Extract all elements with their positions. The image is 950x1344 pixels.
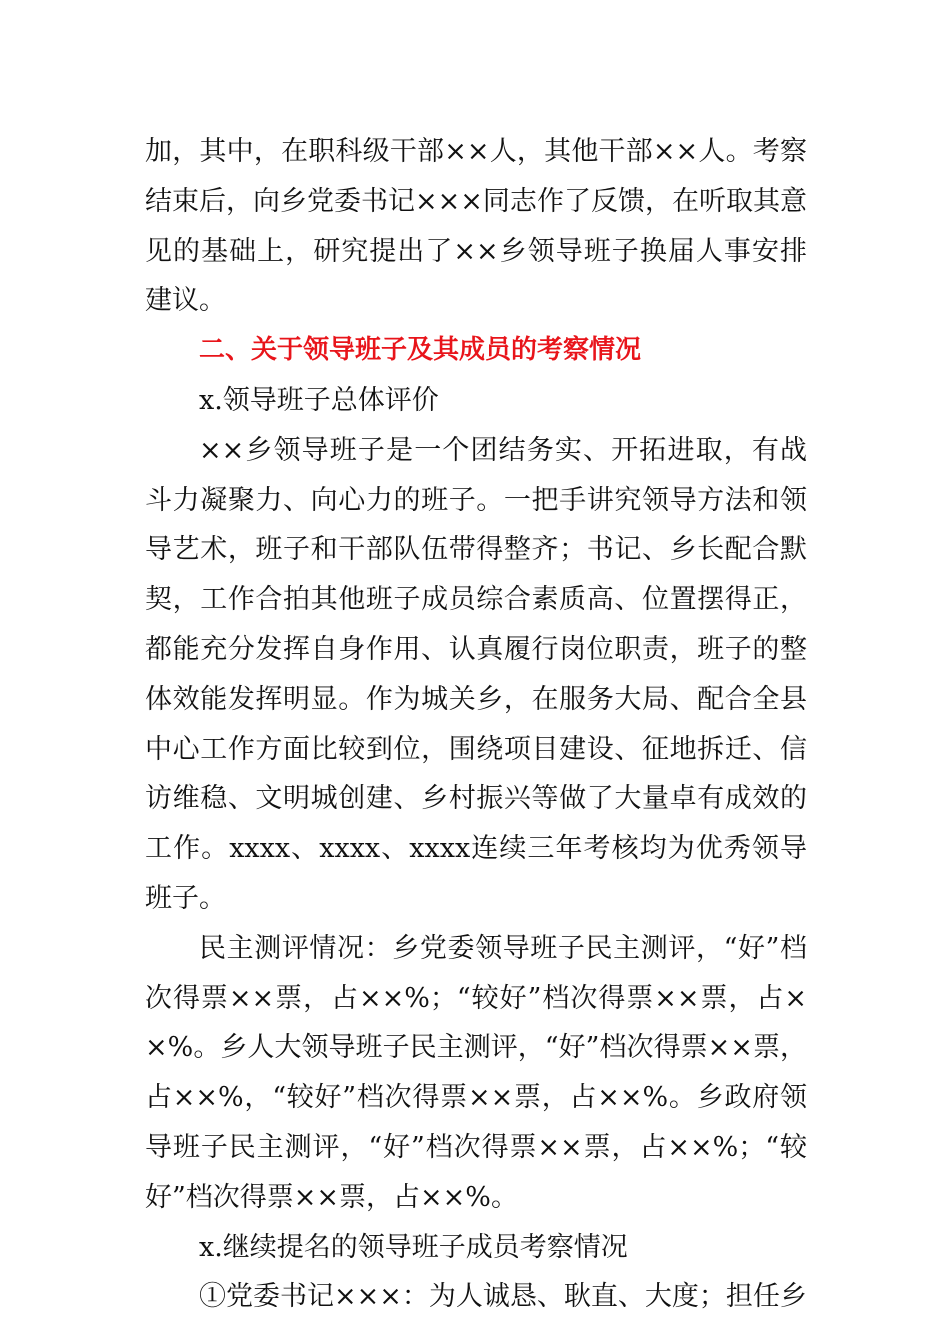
- document-body: [145, 127, 807, 1322]
- section-heading: 二、关于领导班子及其成员的考察情况: [199, 335, 642, 366]
- paragraph-overall-evaluation: ××乡领导班子是一个团结务实、开拓进取，有战斗力凝聚力、向心力的班子。一把手讲究领导方法和领导艺术，班子和干部队伍带得整齐；书记、乡长配合默契，工作合拍其他班子成员综合素质高、位置摆得正，都能充分发挥自身作用、认真履行岗位职责，班子的整体效能发挥明显。作为城关乡，在服务大局、配合全县中心工作方面比较到位，围绕项目建设、征地拆迁、信访维稳、文明城创建、乡村振兴等做了大量卓有成效的工作。xxxx、xxxx、xxxx连续三年考核均为优秀领导班子。: [145, 434, 807, 914]
- paragraph-party-secretary: ①党委书记×××：为人诚恳、耿直、大度；担任乡: [199, 1281, 807, 1313]
- paragraph-democratic-evaluation: 民主测评情况：乡党委领导班子民主测评，“好”档次得票××票，占××%；“较好”档次得票××票，占××%。乡人大领导班子民主测评，“好”档次得票××票，占××%，“较好”档次得票××票，占××%。乡政府领导班子民主测评，“好”档次得票××票，占××%；“较好”档次得票××票，占××%。: [145, 932, 807, 1213]
- subsection-title-overall-evaluation: x.领导班子总体评价: [199, 384, 439, 416]
- paragraph-continuation: 加，其中，在职科级干部××人，其他干部××人。考察结束后，向乡党委书记×××同志作了反馈，在听取其意见的基础上，研究提出了××乡领导班子换届人事安排建议。: [145, 136, 807, 317]
- subsection-title-member-review: x.继续提名的领导班子成员考察情况: [199, 1231, 628, 1263]
